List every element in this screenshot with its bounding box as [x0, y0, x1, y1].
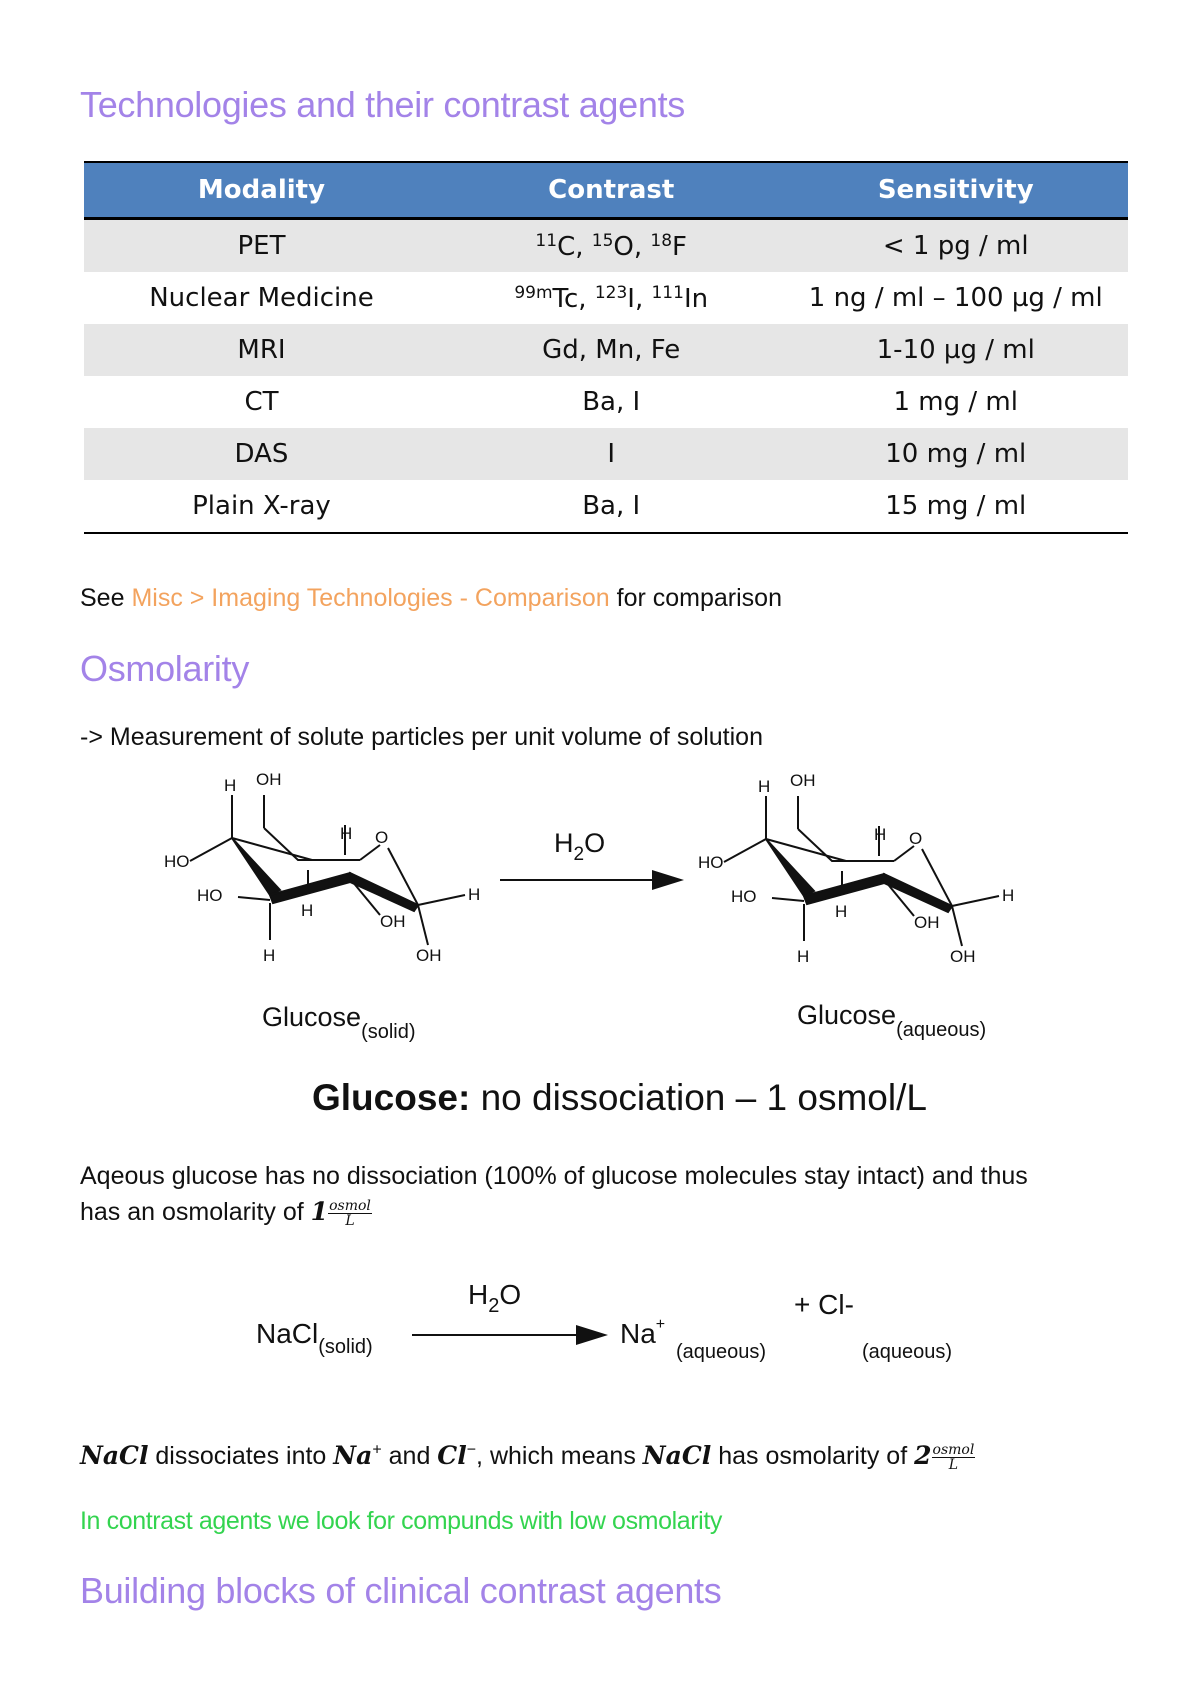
- table-row: [84, 219, 1128, 273]
- cell-modality: Nuclear Medicine: [149, 283, 374, 313]
- osmolarity-definition: -> Measurement of solute particles per unit volume of solution: [80, 723, 763, 751]
- glucose-aqueous-structure: [698, 771, 1014, 966]
- nacl-reactant: NaCl$_{(solid)}$: [256, 1318, 373, 1358]
- atom-label: H: [263, 946, 276, 965]
- cell-contrast: $^{11}$C, $^{15}$O, $^{18}$F: [439, 219, 784, 273]
- cell-modality: CT: [244, 387, 279, 417]
- cell-sensitivity: 1 mg / ml: [893, 387, 1018, 417]
- cell-modality: Plain X-ray: [84, 480, 439, 533]
- chloride-ion: + Cl-: [794, 1289, 854, 1320]
- glucose-aqueous-caption: Glucose$_{(aqueous)}$: [797, 1000, 987, 1041]
- atom-label: H: [340, 824, 353, 843]
- section-heading-osmolarity: Osmolarity: [80, 648, 250, 689]
- atom-label: H: [835, 902, 848, 921]
- table-header-row: [84, 162, 1128, 219]
- table-row: [84, 428, 1128, 480]
- atom-label: OH: [380, 912, 406, 931]
- atom-label: HO: [197, 886, 223, 905]
- cell-modality: MRI: [84, 324, 439, 376]
- atom-label: HO: [698, 853, 724, 872]
- cell-contrast: Gd, Mn, Fe: [439, 324, 784, 376]
- glucose-solid-structure: [190, 795, 465, 945]
- glucose-reaction-arrow: [500, 828, 680, 880]
- atom-label: HO: [731, 887, 757, 906]
- atom-label: O: [909, 829, 923, 848]
- cell-sensitivity: 10 mg / ml: [783, 428, 1128, 480]
- glucose-solid-caption: Glucose$_{(solid)}$: [262, 1002, 416, 1043]
- nacl-osmolarity-text: NaCl dissociates into Na+ and Cl−, which means NaCl has osmolarity of 2 $\frac{\text{osmol}}{L}$: [80, 1441, 975, 1473]
- atom-label: OH: [256, 770, 282, 789]
- cell-contrast: $^{99m}$Tc, $^{123}$I, $^{111}$In: [514, 282, 709, 314]
- section-heading-building-blocks: Building blocks of clinical contrast agents: [80, 1570, 722, 1611]
- unit-fraction: $\frac{\text{osmol}}{L}$: [932, 1441, 975, 1473]
- atom-label: H: [468, 885, 481, 904]
- glucose-osmolarity-text-line1: Aqeous glucose has no dissociation (100% of glucose molecules stay intact) and thus: [80, 1162, 1028, 1190]
- cell-sensitivity: 15 mg / ml: [783, 480, 1128, 533]
- glucose-osmolarity-text-line2: has an osmolarity of 1 $\frac{\text{osmol}}{L}$: [80, 1197, 371, 1229]
- table-row: [84, 272, 1128, 324]
- chloride-state: (aqueous): [862, 1341, 953, 1363]
- atom-label: HO: [164, 852, 190, 871]
- atom-label: H: [224, 776, 237, 795]
- water-label: $H_2O$: [468, 1279, 522, 1317]
- sodium-ion: Na+: [620, 1316, 666, 1349]
- glucose-reaction-diagram: [0, 755, 1200, 1125]
- atom-label: H: [301, 901, 314, 920]
- cell-contrast: I: [439, 428, 784, 480]
- atom-label: OH: [914, 913, 940, 932]
- atom-label: H: [1002, 886, 1015, 905]
- table-row: [84, 324, 1128, 376]
- section-heading-technologies: Technologies and their contrast agents: [80, 84, 685, 125]
- unit-fraction: $\frac{\text{osmol}}{L}$: [329, 1197, 371, 1229]
- atom-label: H: [797, 947, 810, 966]
- comparison-link[interactable]: Misc > Imaging Technologies - Comparison: [131, 584, 610, 612]
- atom-label: H: [758, 777, 771, 796]
- low-osmolarity-note: In contrast agents we look for compunds with low osmolarity: [80, 1507, 722, 1535]
- atom-label: OH: [416, 946, 442, 965]
- header-contrast: Contrast: [439, 162, 784, 219]
- nacl-reaction-diagram: [0, 1270, 1200, 1380]
- contrast-agents-table: [84, 161, 1128, 534]
- cell-contrast: Ba, I: [439, 480, 784, 533]
- cell-sensitivity: 1-10 µg / ml: [783, 324, 1128, 376]
- water-label: $H_2O$: [554, 828, 606, 865]
- table-row: [84, 480, 1128, 533]
- atom-label: O: [375, 828, 389, 847]
- glucose-summary: Glucose: no dissociation – 1 osmol/L: [312, 1077, 927, 1118]
- cell-contrast: Ba, I: [582, 387, 641, 417]
- header-modality: Modality: [84, 162, 439, 219]
- atom-label: OH: [790, 771, 816, 790]
- table-row: [84, 376, 1128, 428]
- cell-sensitivity: < 1 pg / ml: [783, 219, 1128, 273]
- atom-label: H: [874, 825, 887, 844]
- atom-label: OH: [950, 947, 976, 966]
- sodium-state: (aqueous): [676, 1341, 767, 1363]
- cell-sensitivity: 1 ng / ml – 100 µg / ml: [808, 283, 1103, 313]
- header-sensitivity: Sensitivity: [783, 162, 1128, 219]
- cell-modality: PET: [84, 219, 439, 273]
- cell-modality: DAS: [84, 428, 439, 480]
- see-comparison-line: See Misc > Imaging Technologies - Comparison for comparison: [80, 584, 782, 612]
